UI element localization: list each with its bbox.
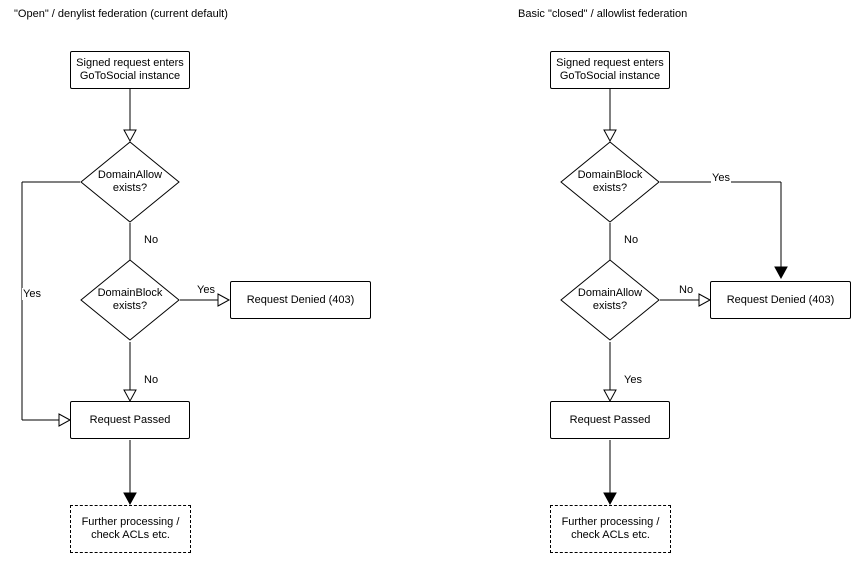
node-passed-right: Request Passed — [550, 401, 670, 439]
node-further-right — [550, 505, 671, 553]
node-start-left-line2: GoToSocial instance — [79, 70, 181, 82]
node-decision-domainblock-right-line1: DomainBlock — [577, 169, 643, 181]
node-further-left-line1: Further processing / — [81, 516, 180, 528]
node-passed-left: Request Passed — [70, 401, 190, 439]
node-decision-domainallow-right — [560, 259, 660, 341]
edge-label-left-block-yes: Yes — [197, 284, 215, 296]
node-decision-domainblock-right — [560, 141, 660, 223]
node-start-left-line1: Signed request enters — [76, 57, 184, 69]
node-further-right-line2: check ACLs etc. — [571, 529, 650, 541]
node-further-left-line2: check ACLs etc. — [91, 529, 170, 541]
edge-label-right-allow-no: No — [679, 284, 694, 296]
node-further-right-line1: Further processing / — [561, 516, 660, 528]
right-column-title: Basic "closed" / allowlist federation — [518, 8, 688, 20]
node-decision-domainblock-left-line2: exists? — [112, 300, 148, 312]
node-decision-domainallow-right-line1: DomainAllow — [577, 287, 643, 299]
edge-label-left-allow-yes: Yes — [23, 288, 41, 300]
node-decision-domainallow-right-line2: exists? — [592, 300, 628, 312]
node-decision-domainallow-left-line1: DomainAllow — [97, 169, 163, 181]
node-decision-domainblock-left-line1: DomainBlock — [97, 287, 163, 299]
node-start-right-line1: Signed request enters — [556, 57, 664, 69]
edge-label-left-block-no: No — [144, 374, 159, 386]
node-start-right-line2: GoToSocial instance — [559, 70, 661, 82]
edge-label-right-allow-yes: Yes — [624, 374, 642, 386]
node-start-left — [70, 51, 190, 89]
edge-label-right-block-no: No — [624, 234, 639, 246]
edge-label-left-allow-no: No — [144, 234, 159, 246]
node-decision-domainblock-right-line2: exists? — [592, 182, 628, 194]
edge-label-right-block-yes: Yes — [712, 172, 730, 184]
node-decision-domainallow-left-line2: exists? — [112, 182, 148, 194]
node-start-right — [550, 51, 670, 89]
node-decision-domainblock-left — [80, 259, 180, 341]
node-denied-right: Request Denied (403) — [710, 281, 851, 319]
node-further-left — [70, 505, 191, 553]
node-denied-left: Request Denied (403) — [230, 281, 371, 319]
left-column-title: "Open" / denylist federation (current default) — [14, 8, 228, 20]
node-decision-domainallow-left — [80, 141, 180, 223]
